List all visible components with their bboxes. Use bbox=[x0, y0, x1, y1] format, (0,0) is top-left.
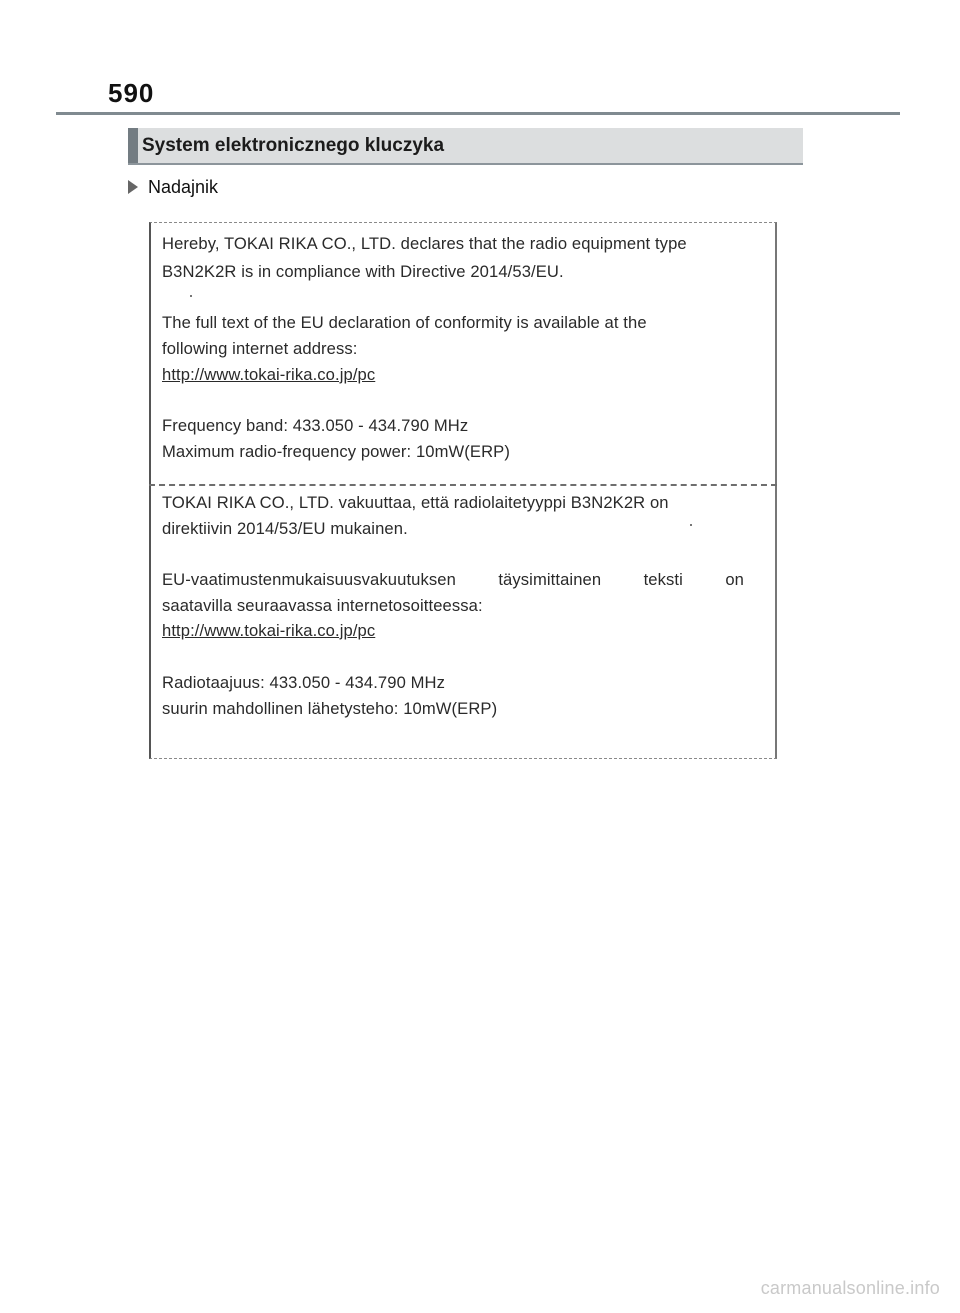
page-number: 590 bbox=[108, 78, 155, 108]
declaration-fi-line-3: EU-vaatimustenmukaisuusvakuutuksen täysimittainen teksti on bbox=[162, 570, 744, 589]
section-title: System elektronicznego kluczyka bbox=[142, 135, 445, 156]
declaration-fi-power: suurin mahdollinen lähetysteho: 10mW(ERP) bbox=[162, 699, 498, 718]
declaration-en-line-1: Hereby, TOKAI RIKA CO., LTD. declares that the radio equipment type bbox=[162, 234, 687, 253]
declaration-fi-line-4: saatavilla seuraavassa internetosoitteessa: bbox=[162, 596, 483, 615]
header-divider bbox=[56, 112, 900, 115]
scan-speck bbox=[690, 524, 692, 526]
declaration-fi-line-2: direktiivin 2014/53/EU mukainen. bbox=[162, 519, 408, 538]
declaration-fi-frequency: Radiotaajuus: 433.050 - 434.790 MHz bbox=[162, 673, 446, 692]
section-header-underline bbox=[128, 163, 803, 165]
scan-speck bbox=[190, 295, 192, 297]
declaration-en-link[interactable]: http://www.tokai-rika.co.jp/pc bbox=[162, 365, 376, 384]
declaration-en-power: Maximum radio-frequency power: 10mW(ERP) bbox=[162, 442, 510, 461]
watermark: carmanualsonline.info bbox=[760, 1278, 940, 1298]
declaration-en-line-3: The full text of the EU declaration of conformity is available at the bbox=[162, 313, 647, 332]
declaration-en-line-2: B3N2K2R is in compliance with Directive 2014/53/EU. bbox=[162, 262, 564, 281]
declaration-fi-link[interactable]: http://www.tokai-rika.co.jp/pc bbox=[162, 621, 376, 640]
bullet-label: Nadajnik bbox=[148, 177, 219, 197]
declaration-en-line-4: following internet address: bbox=[162, 339, 358, 358]
declaration-fi-line-1: TOKAI RIKA CO., LTD. vakuuttaa, että radiolaitetyyppi B3N2K2R on bbox=[162, 493, 669, 512]
declaration-en-frequency: Frequency band: 433.050 - 434.790 MHz bbox=[162, 416, 469, 435]
bullet-arrow-icon bbox=[128, 180, 138, 194]
declaration-divider bbox=[149, 484, 777, 486]
